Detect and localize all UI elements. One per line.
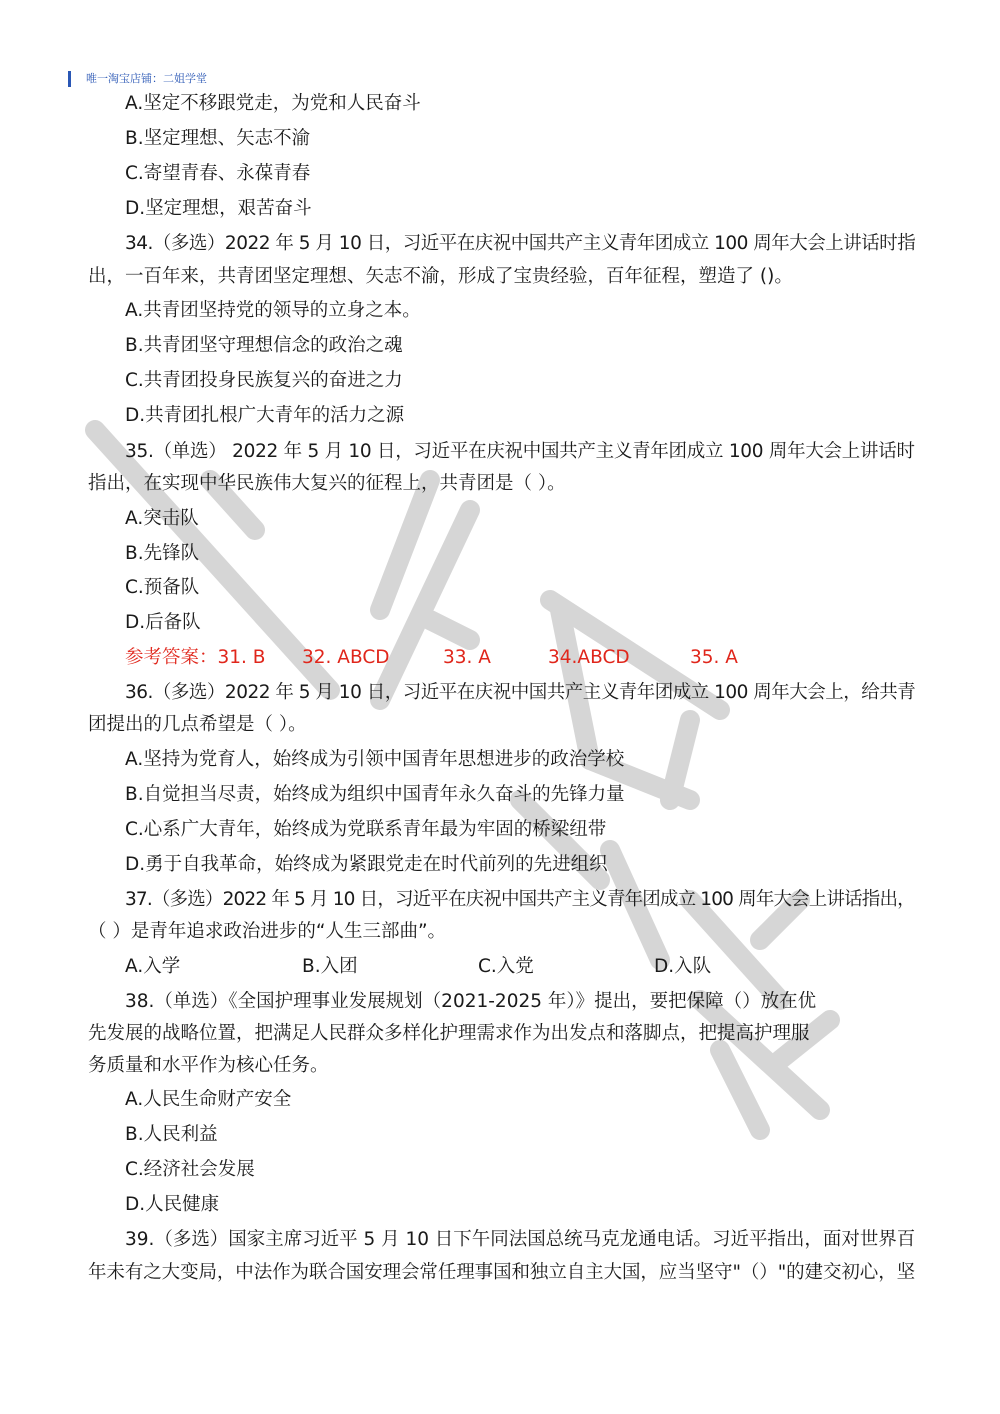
- q39-stem-line2: 年未有之大变局，中法作为联合国安理会常任理事国和独立自主大国，应当坚守"（）"的建交初心，坚: [88, 1262, 916, 1283]
- q36-option-a: A.坚持为党育人，始终成为引领中国青年思想进步的政治学校: [125, 749, 625, 770]
- q37-stem-line1: 37.（多选）2022 年 5 月 10 日，习近平在庆祝中国共产主义青年团成立 100 周年大会上讲话指出，: [125, 889, 915, 910]
- q34-option-c: C.共青团投身民族复兴的奋进之力: [125, 370, 403, 391]
- q37-stem-line2: （ ）是青年追求政治进步的“人生三部曲”。: [88, 921, 447, 942]
- q38-stem-line1: 38.（单选）《全国护理事业发展规划（2021-2025 年）》提出，要把保障（）放在优: [125, 991, 817, 1012]
- q33-option-b: B.坚定理想、矢志不渝: [125, 128, 311, 149]
- q36-stem-line2: 团提出的几点希望是（ ）。: [88, 714, 307, 735]
- q36-option-b: B.自觉担当尽责，始终成为组织中国青年永久奋斗的先锋力量: [125, 784, 625, 805]
- q37-option-d: D.入队: [654, 956, 712, 977]
- q38-option-a: A.人民生命财产安全: [125, 1089, 292, 1110]
- q38-stem-line2: 先发展的战略位置，把满足人民群众多样化护理需求作为出发点和落脚点，把提高护理服: [88, 1023, 810, 1044]
- q35-stem-line1: 35.（单选） 2022 年 5 月 10 日，习近平在庆祝中国共产主义青年团成立 100 周年大会上讲话时: [125, 441, 915, 462]
- q38-option-c: C.经济社会发展: [125, 1159, 255, 1180]
- q34-option-d: D.共青团扎根广大青年的活力之源: [125, 405, 405, 426]
- q37-option-c: C.入党: [478, 956, 534, 977]
- q37-option-b: B.入团: [302, 956, 358, 977]
- q35-option-c: C.预备队: [125, 577, 200, 598]
- reference-answers: [0, 646, 1000, 670]
- q34-option-b: B.共青团坚守理想信念的政治之魂: [125, 335, 403, 356]
- q33-option-a: A.坚定不移跟党走，为党和人民奋斗: [125, 93, 421, 114]
- answer-34: 34.ABCD: [548, 647, 630, 668]
- q34-stem-line2: 出，一百年来，共青团坚定理想、矢志不渝，形成了宝贵经验，百年征程，塑造了 ()。: [88, 266, 793, 287]
- q35-option-a: A.突击队: [125, 508, 199, 529]
- answer-35: 35. A: [690, 647, 738, 668]
- header-shop-label: 唯一淘宝店铺：二姐学堂: [86, 72, 207, 85]
- q38-option-b: B.人民利益: [125, 1124, 218, 1145]
- answer-label-31: 参考答案：31. B: [125, 647, 266, 668]
- q33-option-d: D.坚定理想，艰苦奋斗: [125, 198, 312, 219]
- q38-stem-line3: 务质量和水平作为核心任务。: [88, 1055, 329, 1076]
- q39-stem-line1: 39.（多选）国家主席习近平 5 月 10 日下午同法国总统马克龙通电话。习近平指出，面对世界百: [125, 1229, 916, 1250]
- header-accent-bar: [68, 71, 71, 87]
- answer-32: 32. ABCD: [302, 647, 390, 668]
- q36-option-d: D.勇于自我革命，始终成为紧跟党走在时代前列的先进组织: [125, 854, 608, 875]
- q34-option-a: A.共青团坚持党的领导的立身之本。: [125, 300, 421, 321]
- q35-stem-line2: 指出，在实现中华民族伟大复兴的征程上，共青团是（ ）。: [88, 473, 566, 494]
- q35-option-d: D.后备队: [125, 612, 201, 633]
- q37-option-a: A.入学: [125, 956, 181, 977]
- answer-33: 33. A: [443, 647, 491, 668]
- q38-option-d: D.人民健康: [125, 1194, 220, 1215]
- q33-option-c: C.寄望青春、永葆青春: [125, 163, 311, 184]
- q34-stem-line1: 34.（多选）2022 年 5 月 10 日，习近平在庆祝中国共产主义青年团成立 100 周年大会上讲话时指: [125, 233, 916, 254]
- q35-option-b: B.先锋队: [125, 543, 200, 564]
- q36-stem-line1: 36.（多选）2022 年 5 月 10 日，习近平在庆祝中国共产主义青年团成立 100 周年大会上，给共青: [125, 682, 916, 703]
- q36-option-c: C.心系广大青年，始终成为党联系青年最为牢固的桥梁纽带: [125, 819, 607, 840]
